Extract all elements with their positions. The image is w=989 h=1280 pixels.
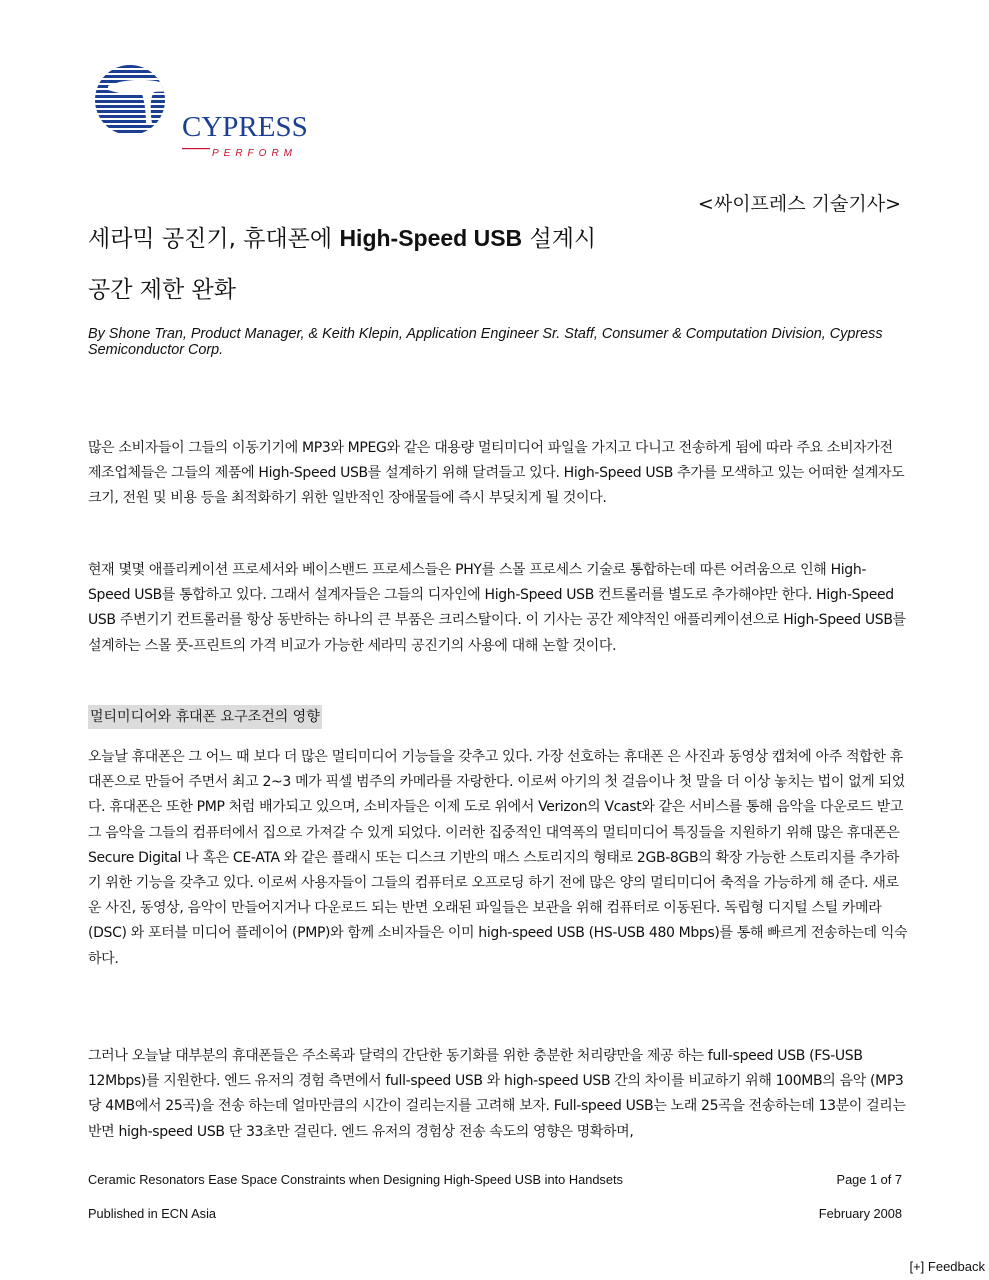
title-prefix: 세라믹 공진기, 휴대폰에 (88, 226, 340, 252)
cypress-logo (80, 64, 320, 160)
footer-publication: Published in ECN Asia (88, 1206, 217, 1221)
paragraph-3: 오늘날 휴대폰은 그 어느 때 보다 더 많은 멀티미디어 기능들을 갖추고 있다. 가장 선호하는 휴대폰 은 사진과 동영상 캡쳐에 아주 적합한 휴대폰으로 만들어 주면서 최고 2~3 메가 픽셀 범주의 카메라를 자랑한다. 이로써 아기의 첫 걸음이나 첫 말을 더 이상 놓치는 법이 없게 되었다. 휴대폰은 또한 PMP 처럼 배가되고 있으며, 소비자들은 이제 도로 위에서 Verizon의 Vcast와 같은 서비스를 통해 음악을 다운로드 받고 그 음악을 그들의 컴퓨터에서 집으로 가져갈 수 있게 되었다. 이러한 집중적인 대역폭의 멀티미디어 특징들을 지원하기 위해 많은 휴대폰은 Secure Digital 나 혹은 CE-ATA 와 같은 플래시 또는 디스크 기반의 매스 스토리지의 형태로 2GB-8GB의 확장 가능한 스토리지를 추가하기 위한 기능을 갖추고 있다. 이로써 사용자들이 그들의 컴퓨터로 오프로딩 하기 전에 많은 양의 멀티미디어 축적을 가능하게 해 준다. 새로운 사진, 동영상, 음악이 만들어지거나 다운로드 되는 반면 오래된 파일들은 보관을 위해 컴퓨터로 이동된다. 독립형 디지털 스틸 카메라 (DSC) 와 포터블 미디어 플레이어 (PMP)와 함께 소비자들은 이미 high-speed USB (HS-USB 480 Mbps)를 통해 빠르게 전송하는데 익숙하다. (88, 749, 908, 967)
article-tag: <싸이프레스 기술기사> (697, 193, 901, 215)
paragraph-2: 현재 몇몇 애플리케이션 프로세서와 베이스밴드 프로세스들은 PHY를 스몰 프로세스 기술로 통합하는데 따른 어려움으로 인해 High-Speed USB를 통합하고 있다. 그래서 설계자들은 그들의 디자인에 High-Speed USB 컨트롤러를 별도로 추가해야만 한다. High-Speed USB 주변기기 컨트롤러를 항상 동반하는 하나의 큰 부품은 크리스탈이다. 이 기사는 공간 제약적인 애플리케이션으로 High-Speed USB를 설계하는 스몰 풋-프린트의 가격 비교가 가능한 세라믹 공진기의 사용에 대해 논할 것이다. (88, 562, 906, 654)
paragraph-1: 많은 소비자들이 그들의 이동기기에 MP3와 MPEG와 같은 대용량 멀티미디어 파일을 가지고 다니고 전송하게 됨에 따라 주요 소비자가전 제조업체들은 그들의 제품에 High-Speed USB를 설계하기 위해 달려들고 있다. High-Speed USB 추가를 모색하고 있는 어떠한 설계자도 크기, 전원 및 비용 등을 최적화하기 위한 일반적인 장애물들에 즉시 부딪치게 될 것이다. (88, 440, 905, 507)
logo-tagline: PERFORM (212, 148, 297, 159)
title-suffix: 설계시 (522, 226, 597, 252)
footer-doc-title: Ceramic Resonators Ease Space Constraints when Designing High-Speed USB into Handsets (88, 1172, 623, 1187)
footer-date: February 2008 (818, 1206, 902, 1221)
footer-page-number: Page 1 of 7 (836, 1172, 902, 1187)
footer-row-1 (88, 1172, 902, 1188)
feedback-link[interactable]: [+] Feedback (909, 1259, 985, 1274)
logo-wordmark: CYPRESS (182, 111, 308, 143)
section-heading: 멀티미디어와 휴대폰 요구조건의 영향 (88, 705, 322, 729)
article-title (88, 224, 908, 253)
article-title-line2: 공간 제한 완화 (88, 277, 236, 303)
footer-row-2 (88, 1206, 902, 1222)
paragraph-4: 그러나 오늘날 대부분의 휴대폰들은 주소록과 달력의 간단한 동기화를 위한 충분한 처리량만을 제공 하는 full-speed USB (FS-USB 12Mbps)를 지원한다. 엔드 유저의 경험 측면에서 full-speed USB 와 high-speed USB 간의 차이를 비교하기 위해 100MB의 음악 (MP3 당 4MB에서 25곡)을 전송 하는데 얼마만큼의 시간이 걸리는지를 고려해 보자. Full-speed USB는 노래 25곡을 전송하는데 13분이 걸리는 반면 high-speed USB 단 33초만 걸린다. 엔드 유저의 경험상 전송 속도의 영향은 명확하며, (88, 1048, 906, 1140)
byline: By Shone Tran, Product Manager, & Keith Klepin, Application Engineer Sr. Staff, Consumer & Computation Division, Cypress Semiconductor Corp. (88, 326, 883, 358)
title-bold: High-Speed USB (339, 225, 523, 251)
globe-icon (80, 64, 180, 144)
